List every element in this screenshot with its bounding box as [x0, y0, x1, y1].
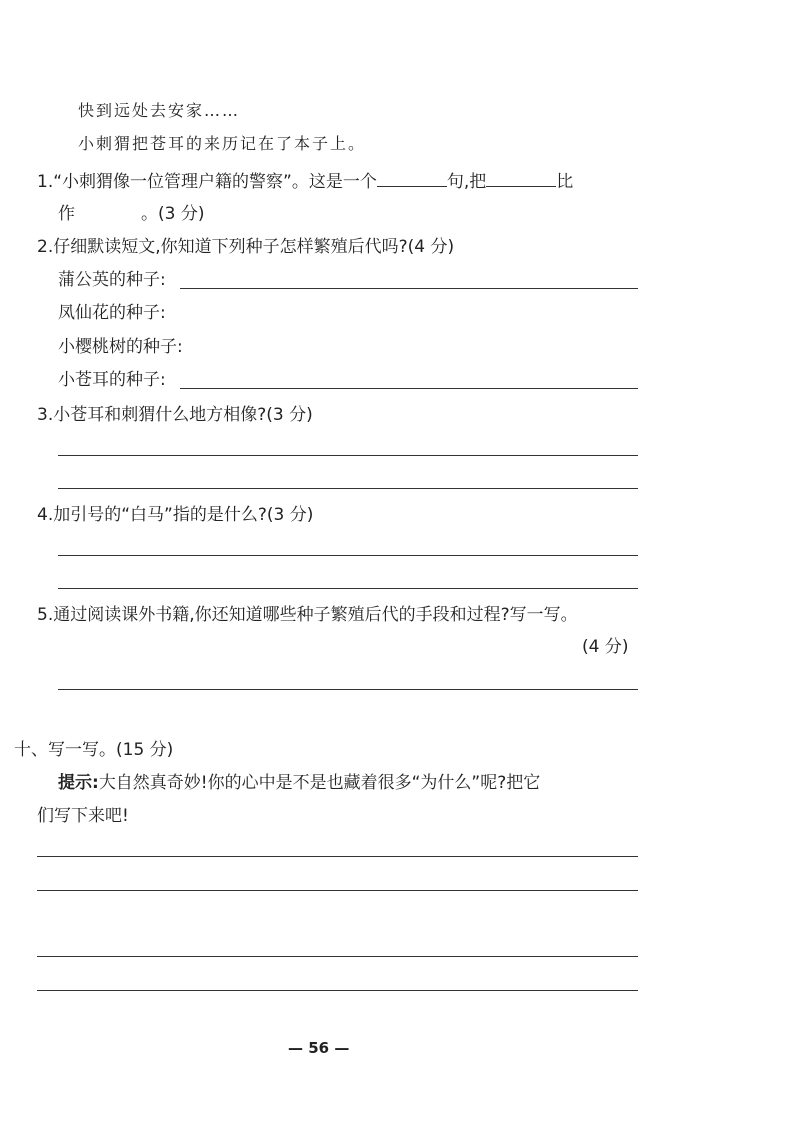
section-10-title: 十、写一写。(15 分)	[14, 740, 174, 760]
question-3-stem: 3.小苍耳和刺猬什么地方相像?(3 分)	[37, 405, 313, 425]
question-1-suffix: 比	[556, 172, 574, 192]
writing-line-3[interactable]	[37, 956, 638, 957]
writing-line-2[interactable]	[37, 890, 638, 891]
question-1-line2-end: 。(3 分)	[141, 204, 205, 224]
question-1-line-2	[58, 203, 204, 225]
answer-blank-1[interactable]	[377, 170, 447, 187]
answer-blank-2[interactable]	[486, 170, 556, 187]
hint-label: 提示:	[58, 773, 99, 793]
answer-line-q3-1[interactable]	[58, 455, 638, 456]
seed-label-cherry: 小樱桃树的种子:	[58, 337, 183, 357]
question-1-line2-start: 作	[58, 204, 75, 224]
passage-line-2: 小刺猬把苍耳的来历记在了本子上。	[78, 134, 367, 153]
seed-label-dandelion: 蒲公英的种子:	[58, 270, 166, 290]
hint-text: 大自然真奇妙!你的心中是不是也藏着很多“为什么”呢?把它	[98, 773, 541, 793]
question-1-prefix: 1.“小刺猬像一位管理户籍的警察”。这是一个	[37, 172, 377, 192]
question-4-stem: 4.加引号的“白马”指的是什么?(3 分)	[37, 505, 314, 525]
answer-line-q3-2[interactable]	[58, 488, 638, 489]
answer-line-dandelion[interactable]	[180, 288, 638, 289]
answer-line-q5[interactable]	[58, 689, 638, 690]
question-5-stem: 5.通过阅读课外书籍,你还知道哪些种子繁殖后代的手段和过程?写一写。	[37, 605, 578, 625]
answer-line-q4-1[interactable]	[58, 555, 638, 556]
question-1-mid: 句,把	[446, 172, 487, 192]
writing-line-1[interactable]	[37, 856, 638, 857]
page-number: — 56 —	[288, 1039, 350, 1057]
question-5-score: (4 分)	[582, 637, 629, 657]
passage-line-1: 快到远处去安家……	[78, 101, 241, 120]
section-10-hint-line-2: 们写下来吧!	[37, 806, 129, 826]
answer-line-q4-2[interactable]	[58, 588, 638, 589]
answer-line-cocklebur[interactable]	[180, 388, 638, 389]
question-2-stem: 2.仔细默读短文,你知道下列种子怎样繁殖后代吗?(4 分)	[37, 237, 455, 257]
seed-label-cocklebur: 小苍耳的种子:	[58, 370, 166, 390]
writing-line-4[interactable]	[37, 990, 638, 991]
question-1	[37, 170, 573, 193]
seed-label-balsam: 凤仙花的种子:	[58, 303, 166, 323]
section-10-hint	[58, 772, 540, 794]
